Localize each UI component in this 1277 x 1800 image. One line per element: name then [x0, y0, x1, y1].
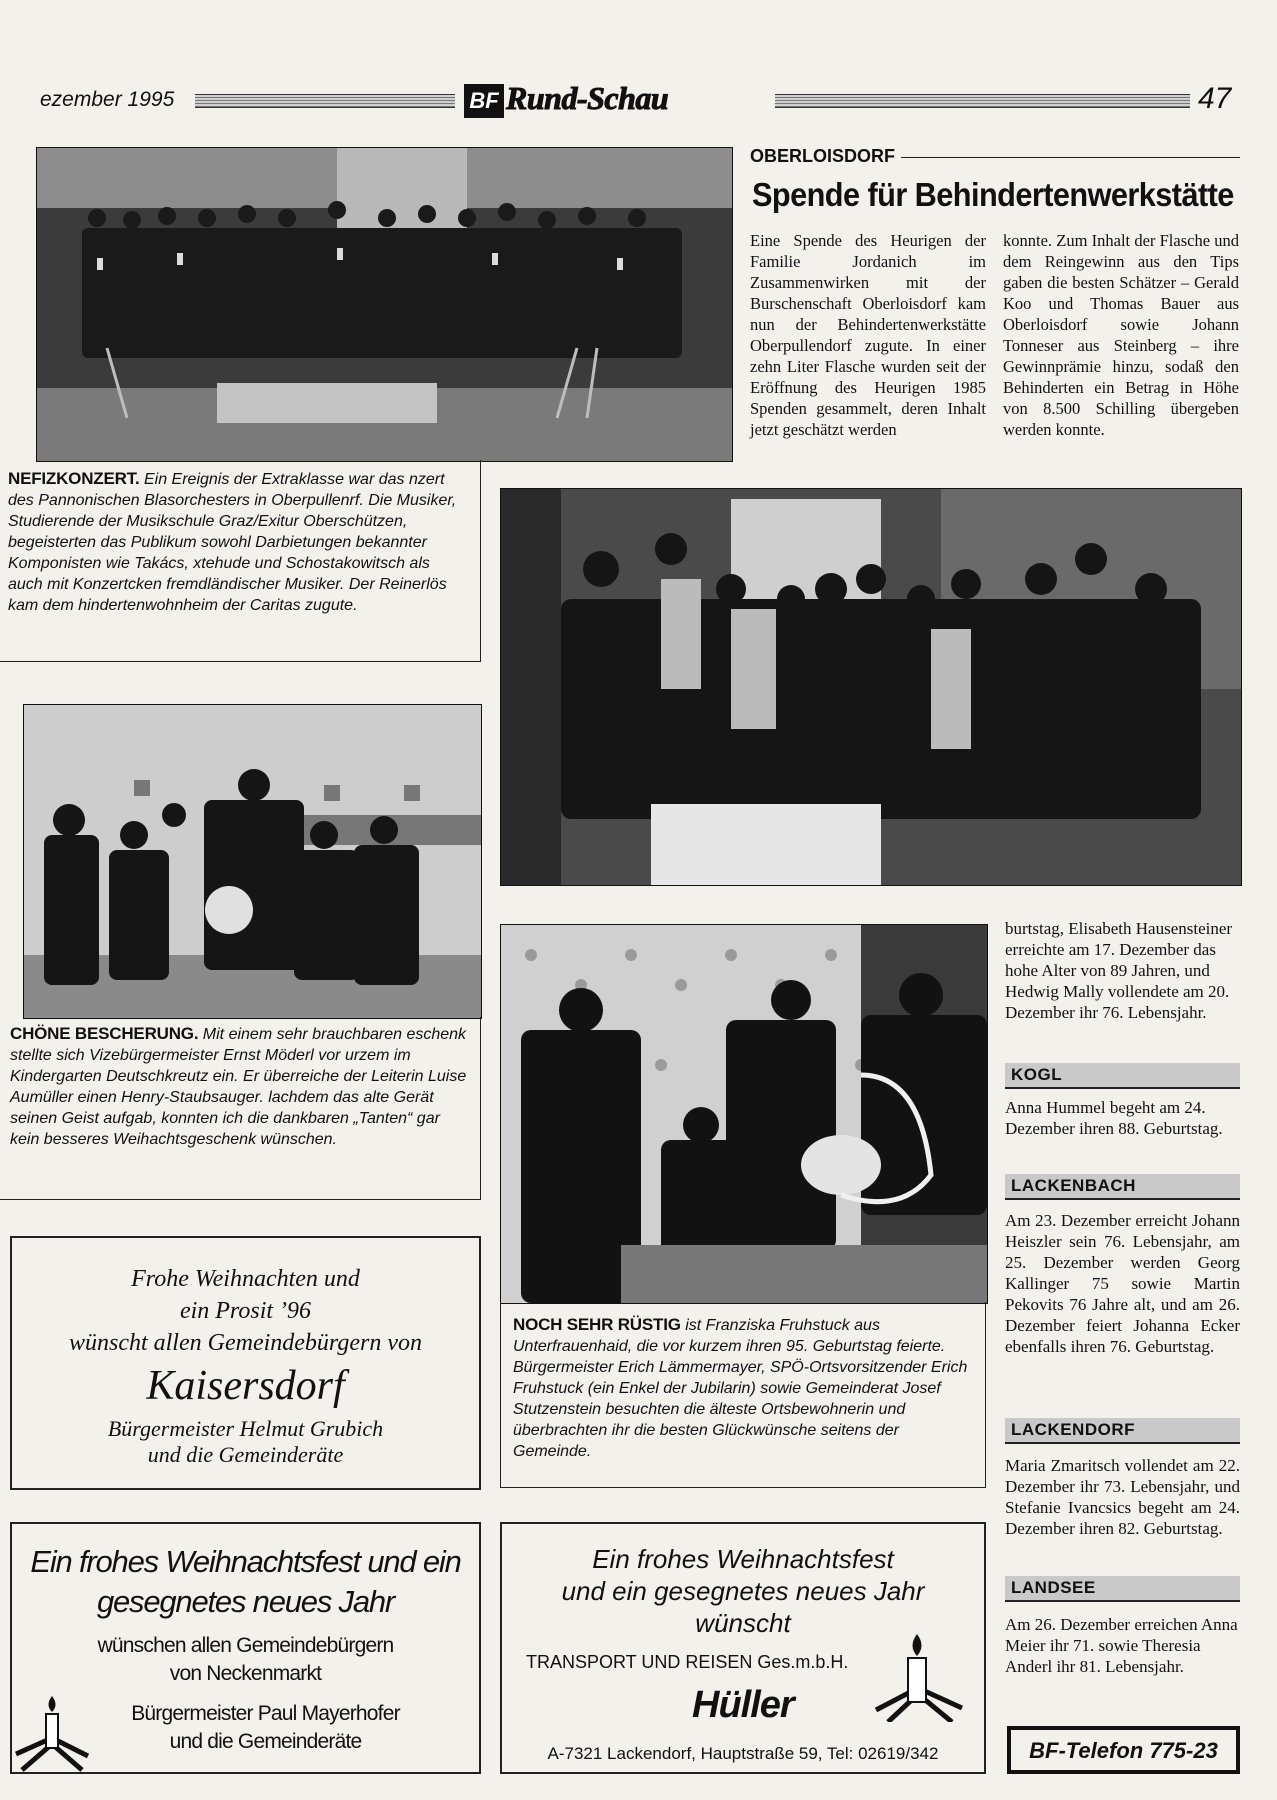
lackenbach-text: Am 23. Dezember erreicht Johann Heiszler sein 76. Lebensjahr, am 25. Dezember werden Georg Kallinger 75 sowie Martin Pekovits 76 Jahre alt, und am 26. Dezember feiert Johanna Ecker ebenfalls ihren 76. Geburtstag.: [1005, 1211, 1240, 1356]
page-number: 47: [1198, 82, 1232, 115]
section-kogl: KOGL: [1005, 1063, 1240, 1089]
neckenmarkt-line4: von Neckenmarkt: [169, 1662, 322, 1685]
kaisersdorf-line5: und die Gemeinderäte: [147, 1442, 344, 1467]
lackendorf-text: Maria Zmaritsch vollendet am 22. Dezember ihr 73. Lebensjahr, und Stefanie Ivancsics begeht am 24. Dezember ihren 82. Geburtstag.: [1005, 1456, 1240, 1538]
article-column-1: Eine Spende des Heurigen der Familie Jordanich im Zusammenwirken mit der Burschenschaft Oberloisdorf kam nun der Behindertenwerkstätte Oberpullendorf zugute. In einer zehn Liter Flasche wurden seit der Eröffnung des Heurigen 1985 Spenden gesammelt, deren Inhalt jetzt geschätzt werden: [750, 231, 986, 439]
birthdays-intro: burtstag, Elisabeth Hausensteiner erreichte am 17. Dezember das hohe Alter von 89 Jahren, und Hedwig Mally vollendete am 20. Dezember ihr 76. Lebensjahr.: [1005, 919, 1233, 1022]
neckenmarkt-line2: gesegnetes neues Jahr: [96, 1584, 395, 1619]
kaisersdorf-line3: wünscht allen Gemeindebürgern von: [68, 1330, 423, 1356]
kaisersdorf-town: Kaisersdorf: [146, 1363, 345, 1409]
hueller-company: TRANSPORT UND REISEN Ges.m.b.H.: [526, 1652, 849, 1672]
ad-neckenmarkt: [10, 1522, 481, 1774]
page-header: [0, 78, 1277, 128]
landsee-text: Am 26. Dezember erreichen Anna Meier ihr 71. sowie Theresia Anderl ihr 81. Lebensjahr.: [1005, 1615, 1238, 1676]
ruestig-caption-box: [500, 1302, 986, 1488]
candle-icon: [12, 1684, 92, 1772]
bescherung-caption-box: [0, 1017, 481, 1200]
konzert-caption-box: [0, 460, 481, 662]
neckenmarkt-line5: Bürgermeister Paul Mayerhofer: [131, 1702, 400, 1725]
bescherung-caption-head: CHÖNE BESCHERUNG.: [10, 1024, 199, 1043]
ruestig-caption-text: ist Franziska Fruhstuck aus Unterfrauenhaid, die vor kurzem ihren 95. Geburtstag feierte. Bürgermeister Erich Lämmermayer, SPÖ-Ortsvorsitzender Erich Fruhstuck (ein Enkel der Jubilarin) sowie Gemeinderat Josef Stutzenstein besuchten die älteste Ortsbewohnerin und überbrachten ihr die besten Glückwünsche seitens der Gemeinde.: [513, 1317, 968, 1460]
kogl-text: Anna Hummel begeht am 24. Dezember ihren 88. Geburtstag.: [1005, 1098, 1223, 1138]
kaisersdorf-line1: Frohe Weihnachten und: [131, 1266, 360, 1292]
konzert-caption-text: Ein Ereignis der Extraklasse war das nzert des Pannonischen Blasorchesters in Oberpullenrf. Die Musiker, Studierende der Musikschule Graz/Exitur Oberschützen, begeisterten das Publikum sowohl Darbietungen bekannter Komponisten wie Takács, xtehude und Schostakowitsch als auch mit Konzertcken fremdländischer Musiker. Der Reinerlös kam dem hindertenwohnheim der Caritas zugute.: [8, 471, 457, 614]
bescherung-caption-text: Mit einem sehr brauchbaren eschenk stellte sich Vizebürgermeister Ernst Möderl vor urzem im Kindergarten Deutschkreutz ein. Er überreiche der Leiterin Luise Aumüller einen Henry-Staubsauger. lachdem das alte Gerät seinen Geist aufgab, konnten ich die dankbaren „Tanten“ gar kein besseres Weihachtsgeschenk wünschen.: [10, 1026, 467, 1148]
konzert-caption: [8, 468, 468, 616]
article-location: OBERLOISDORF: [750, 146, 1240, 168]
konzert-caption-head: NEFIZKONZERT.: [8, 469, 140, 488]
ad-hueller: [500, 1522, 986, 1774]
kaisersdorf-line4: Bürgermeister Helmut Grubich: [107, 1416, 384, 1441]
masthead-title: Rund-Schau: [506, 80, 669, 116]
section-lackendorf: LACKENDORF: [1005, 1418, 1240, 1444]
neckenmarkt-line6: und die Gemeinderäte: [169, 1730, 362, 1753]
neckenmarkt-line3: wünschen allen Gemeindebürgern: [97, 1634, 394, 1657]
christmas-candle-icon: [868, 1630, 968, 1722]
section-lackenbach: LACKENBACH: [1005, 1174, 1240, 1200]
neckenmarkt-line1: Ein frohes Weihnachtsfest und ein: [30, 1544, 461, 1579]
section-landsee: LANDSEE: [1005, 1576, 1240, 1602]
hueller-brand: Hüller: [692, 1684, 794, 1726]
ruestig-caption-head: NOCH SEHR RÜSTIG: [513, 1315, 681, 1334]
bf-logo: BF: [464, 84, 504, 118]
birthday-visit-photo: [500, 924, 988, 1304]
bf-telefon: BF-Telefon 775-23: [1029, 1738, 1218, 1763]
article-headline: Spende für Behindertenwerkstätte: [752, 176, 1234, 213]
bf-telefon-box: [1007, 1726, 1240, 1774]
ruestig-caption: [513, 1314, 975, 1462]
hueller-line2: und ein gesegnetes neues Jahr: [561, 1576, 925, 1606]
header-rule-left: [195, 94, 455, 108]
ad-kaisersdorf: [10, 1236, 481, 1490]
issue-date: ezember 1995: [40, 88, 175, 111]
bescherung-caption: [10, 1023, 468, 1150]
hueller-line1: Ein frohes Weihnachtsfest: [592, 1544, 894, 1574]
hueller-line3: wünscht: [695, 1608, 791, 1638]
article-column-2: konnte. Zum Inhalt der Flasche und dem Reingewinn aus den Tips gaben die besten Schätzer – Gerald Koo und Thomas Bauer aus Oberloisdorf sowie Johann Tonneser aus Steinberg – ihre Gewinnprämie hinzu, sodaß den Behinderten ein Betrag in Höhe von 8.500 Schilling übergeben werden konnte.: [1003, 231, 1239, 439]
kindergarten-photo: [23, 704, 482, 1019]
header-rule-right: [775, 94, 1190, 108]
orchestra-photo: [36, 147, 733, 462]
kaisersdorf-line2: ein Prosit ’96: [179, 1298, 312, 1324]
group-photo: [500, 488, 1242, 886]
hueller-address: A-7321 Lackendorf, Hauptstraße 59, Tel: 02619/342: [547, 1744, 939, 1763]
